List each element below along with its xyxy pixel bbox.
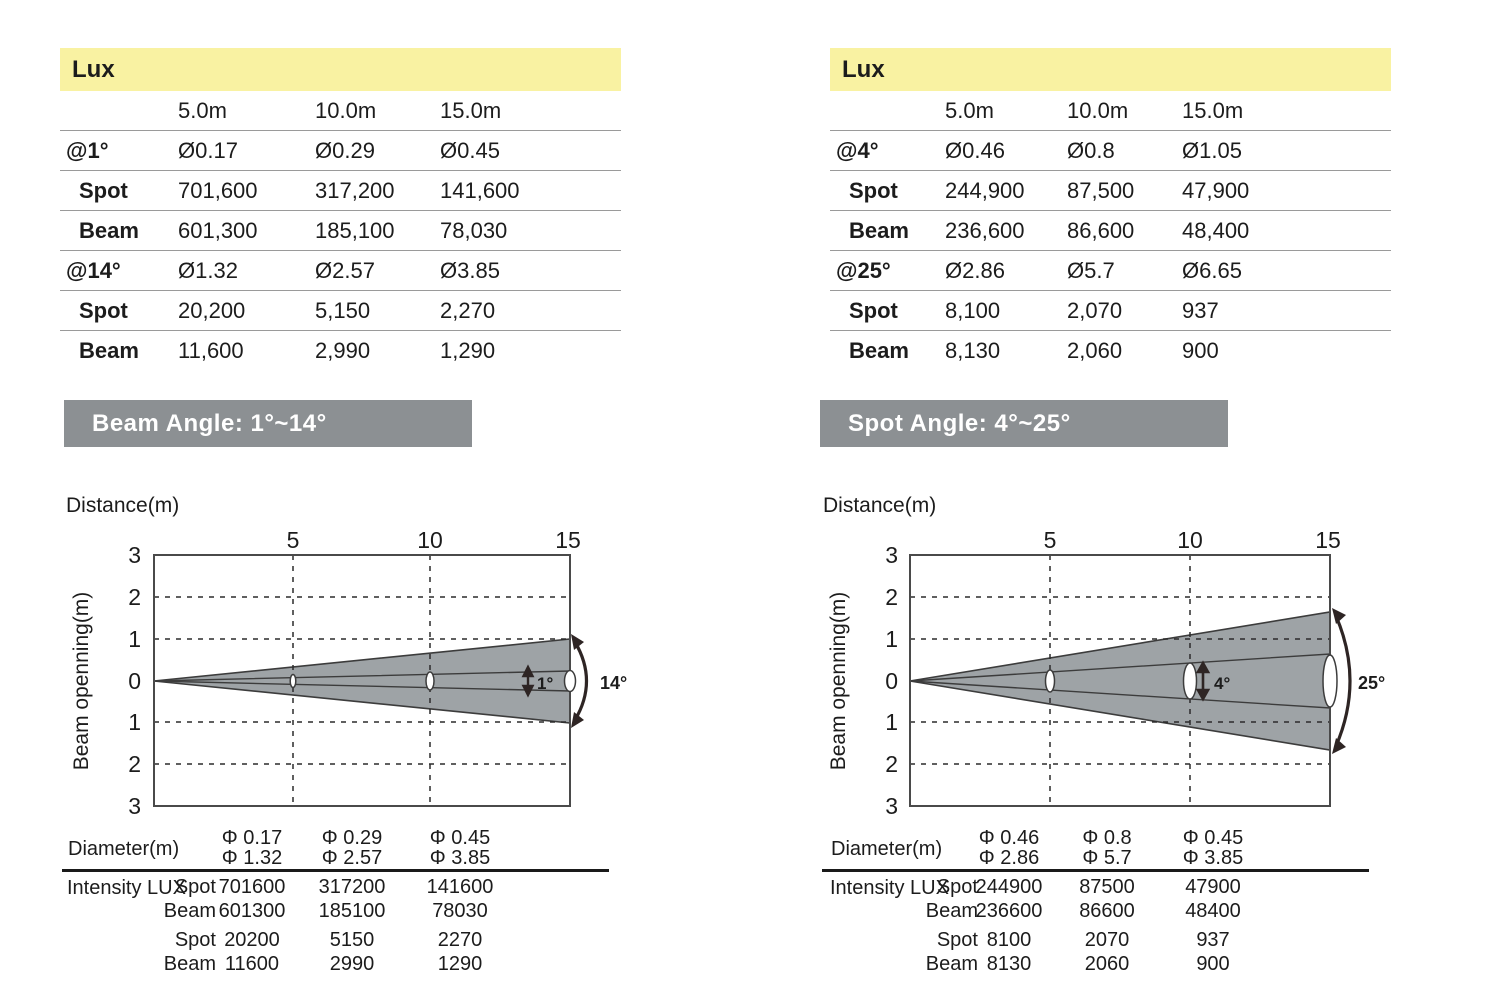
diameter-cell: Φ 2.86: [978, 847, 1040, 869]
cell: 11,600: [178, 338, 244, 363]
diameter-cell: Φ 0.45: [1182, 827, 1244, 849]
cell: 87,500: [1067, 177, 1135, 203]
cell: 601,300: [178, 217, 258, 243]
cell: 244,900: [945, 177, 1025, 203]
y-tick: 0: [885, 668, 898, 694]
row-label: Beam: [79, 338, 139, 363]
column-header: 10.0m: [315, 97, 377, 123]
y-axis-label: Beam openning(m): [70, 591, 93, 771]
intensity-cell: 11600: [224, 953, 280, 975]
intensity-cell: 1290: [437, 953, 483, 975]
beam-angle-banner: [64, 400, 472, 447]
y-tick: 2: [128, 751, 141, 777]
intensity-cell: 185100: [318, 900, 386, 922]
cell: Ø0.29: [315, 137, 375, 163]
cell: Ø1.32: [178, 257, 238, 283]
diameter-cell: Φ 3.85: [429, 847, 491, 869]
diameter-cell: Φ 5.7: [1082, 847, 1132, 869]
cell: Ø0.17: [178, 137, 238, 163]
intensity-cell: 244900: [975, 876, 1043, 898]
table-row: [830, 291, 1391, 331]
inner-angle-label: 1°: [537, 674, 554, 693]
row-label: @4°: [836, 137, 879, 163]
diameter-cell: Φ 2.57: [321, 847, 383, 869]
table-row: [60, 251, 621, 291]
column-header: 15.0m: [440, 97, 502, 123]
intensity-cell: 317200: [318, 876, 386, 898]
cell: Ø0.46: [945, 137, 1005, 163]
row-label: Beam: [79, 217, 139, 243]
spot-diagram: [812, 485, 1480, 825]
x-tick: 10: [1177, 527, 1203, 553]
row-label: Spot: [79, 177, 128, 203]
diameter-cell: Φ 0.46: [978, 827, 1040, 849]
intensity-cell: 86600: [1079, 900, 1135, 922]
cell: 701,600: [178, 177, 258, 203]
row-label: @1°: [66, 137, 109, 163]
y-tick: 3: [885, 793, 898, 819]
table-row: [830, 211, 1391, 251]
distance-axis-label: Distance(m): [66, 494, 180, 517]
y-tick: 3: [128, 542, 141, 568]
beam-diagram: [55, 485, 700, 825]
y-tick: 1: [128, 709, 141, 735]
y-tick: 1: [885, 626, 898, 652]
cell: 47,900: [1182, 177, 1250, 203]
intensity-cell: 2270: [437, 929, 483, 951]
cell: 2,060: [1067, 338, 1123, 363]
intensity-row-label: Spot: [174, 929, 216, 951]
cell: 8,130: [945, 338, 1001, 363]
row-label: Spot: [849, 297, 898, 323]
cell: 86,600: [1067, 217, 1135, 243]
cell: 5,150: [315, 297, 371, 323]
diameter-cell: Φ 1.32: [221, 847, 283, 869]
table-divider: [62, 869, 609, 872]
distance-axis-label: Distance(m): [823, 494, 937, 517]
intensity-cell: 236600: [975, 900, 1043, 922]
cell: 900: [1182, 338, 1219, 363]
row-label: Spot: [849, 177, 898, 203]
diameter-label: Diameter(m): [68, 838, 180, 860]
cell: 2,990: [315, 338, 371, 363]
intensity-row-label: Spot: [936, 876, 978, 898]
table-row: [830, 171, 1391, 211]
row-label: Beam: [849, 217, 909, 243]
banner-text: Spot Angle: 4°~25°: [848, 410, 1071, 437]
lux-header-right: [830, 48, 1391, 91]
cell: 185,100: [315, 217, 395, 243]
intensity-row-label: Spot: [936, 929, 978, 951]
cell: 317,200: [315, 177, 395, 203]
cell: Ø2.86: [945, 257, 1005, 283]
lux-table-right: [830, 91, 1391, 371]
intensity-cell: 701600: [218, 876, 286, 898]
banner-text: Beam Angle: 1°~14°: [92, 410, 327, 437]
table-row: [60, 211, 621, 251]
diameter-label: Diameter(m): [831, 838, 943, 860]
intensity-cell: 141600: [426, 876, 494, 898]
y-tick: 3: [128, 793, 141, 819]
intensity-row-label: Beam: [163, 900, 216, 922]
intensity-cell: 2060: [1084, 953, 1130, 975]
intensity-cell: 2070: [1084, 929, 1130, 951]
table-row: [830, 331, 1391, 371]
cell: 2,270: [440, 297, 496, 323]
intensity-cell: 8130: [986, 953, 1032, 975]
spot-cone-shape: [910, 612, 1330, 750]
table-divider: [822, 869, 1369, 872]
cell: Ø5.7: [1067, 257, 1115, 283]
row-label: @25°: [836, 257, 891, 283]
row-label: Beam: [849, 338, 909, 363]
cell: 236,600: [945, 217, 1025, 243]
y-tick: 2: [885, 751, 898, 777]
intensity-row-label: Spot: [174, 876, 216, 898]
intensity-row-label: Beam: [925, 953, 978, 975]
intensity-cell: 2990: [329, 953, 375, 975]
cell: Ø1.05: [1182, 137, 1242, 163]
beam-cone-shape: [154, 639, 570, 723]
cell: 20,200: [178, 297, 246, 323]
lux-header-left: [60, 48, 621, 91]
table-row: [60, 171, 621, 211]
intensity-cell: 20200: [224, 929, 280, 951]
intensity-cell: 937: [1196, 929, 1230, 951]
cell: Ø2.57: [315, 257, 375, 283]
column-header: 5.0m: [178, 97, 227, 123]
intensity-cell: 601300: [218, 900, 286, 922]
y-tick: 0: [128, 668, 141, 694]
diameter-cell: Φ 0.17: [221, 827, 283, 849]
outer-angle-label: 14°: [600, 673, 628, 693]
intensity-cell: 87500: [1079, 876, 1135, 898]
table-row: [830, 251, 1391, 291]
y-tick: 3: [885, 542, 898, 568]
y-tick: 2: [885, 584, 898, 610]
intensity-label: Intensity LUX: [830, 877, 949, 899]
cell: 141,600: [440, 177, 520, 203]
cell: Ø6.65: [1182, 257, 1242, 283]
inner-angle-label: 4°: [1214, 674, 1231, 693]
cell: Ø0.8: [1067, 137, 1115, 163]
intensity-row-label: Beam: [163, 953, 216, 975]
table-row: [60, 131, 621, 171]
cell: 8,100: [945, 297, 1001, 323]
y-tick: 2: [128, 584, 141, 610]
diameter-cell: Φ 0.8: [1082, 827, 1132, 849]
row-label: Spot: [79, 297, 128, 323]
column-header: 5.0m: [945, 97, 994, 123]
intensity-cell: 78030: [432, 900, 488, 922]
lux-title: Lux: [72, 55, 115, 83]
lux-table-left: [60, 91, 621, 371]
table-row: [60, 331, 621, 371]
intensity-cell: 47900: [1185, 876, 1241, 898]
y-tick: 1: [885, 709, 898, 735]
intensity-row-label: Beam: [925, 900, 978, 922]
table-header-row: [830, 91, 1391, 131]
cell: 937: [1182, 297, 1219, 323]
cell: 48,400: [1182, 217, 1250, 243]
table-row: [830, 131, 1391, 171]
outer-angle-label: 25°: [1358, 673, 1386, 693]
x-tick: 5: [1043, 527, 1057, 553]
x-tick: 10: [417, 527, 443, 553]
table-header-row: [60, 91, 621, 131]
cell: 78,030: [440, 217, 508, 243]
y-tick: 1: [128, 626, 141, 652]
intensity-cell: 5150: [329, 929, 375, 951]
intensity-cell: 48400: [1185, 900, 1241, 922]
cell: Ø3.85: [440, 257, 500, 283]
cell: 1,290: [440, 338, 496, 363]
table-row: [60, 291, 621, 331]
x-tick: 5: [286, 527, 300, 553]
spot-angle-banner: [820, 400, 1228, 447]
diameter-cell: Φ 3.85: [1182, 847, 1244, 869]
cell: 2,070: [1067, 297, 1123, 323]
column-header: 15.0m: [1182, 97, 1244, 123]
column-header: 10.0m: [1067, 97, 1129, 123]
lux-title: Lux: [842, 55, 885, 83]
intensity-cell: 8100: [986, 929, 1032, 951]
intensity-cell: 900: [1196, 953, 1230, 975]
diameter-cell: Φ 0.29: [321, 827, 383, 849]
y-axis-label: Beam openning(m): [827, 591, 850, 771]
x-tick: 15: [555, 527, 581, 553]
intensity-label: Intensity LUX: [67, 877, 186, 899]
cell: Ø0.45: [440, 137, 500, 163]
row-label: @14°: [66, 257, 121, 283]
x-tick: 15: [1315, 527, 1341, 553]
diameter-cell: Φ 0.45: [429, 827, 491, 849]
